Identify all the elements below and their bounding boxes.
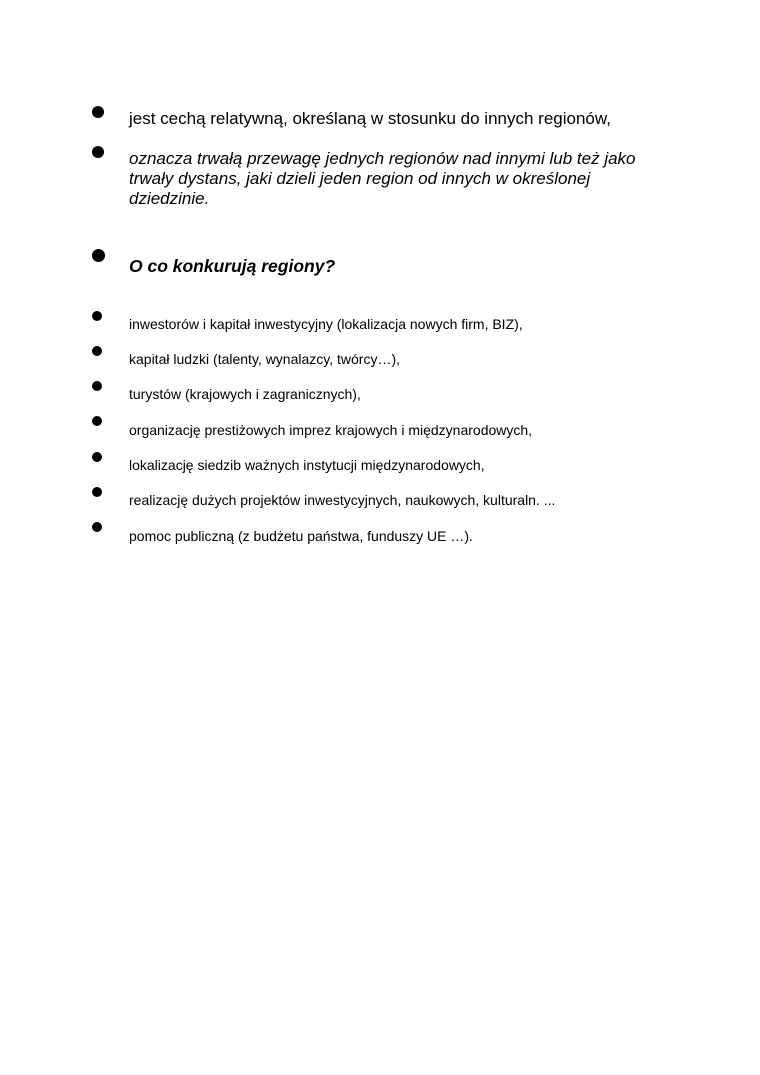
bullet-icon <box>92 416 102 426</box>
bullet-icon <box>92 311 102 321</box>
answer-text-4: organizację prestiżowych imprez krajowych i międzynarodowych, <box>129 422 533 438</box>
definition-text-2-line-3: dziedzinie. <box>129 189 210 208</box>
bullet-icon <box>92 487 102 497</box>
answer-text-3: turystów (krajowych i zagranicznych), <box>129 386 361 402</box>
bullet-icon <box>92 346 102 356</box>
answer-text-2: kapitał ludzki (talenty, wynalazcy, twórcy…), <box>129 351 401 367</box>
bullet-icon <box>92 452 102 462</box>
definition-text-2-line-1: oznacza trwałą przewagę jednych regionów nad innymi lub też jako <box>129 149 636 168</box>
answer-text-1: inwestorów i kapitał inwestycyjny (lokalizacja nowych firm, BIZ), <box>129 316 523 332</box>
definition-text-1: jest cechą relatywną, określaną w stosunku do innych regionów, <box>129 109 611 128</box>
bullet-icon <box>92 249 105 262</box>
question-text: O co konkurują regiony? <box>129 256 336 276</box>
bullet-icon <box>92 146 104 158</box>
answer-text-7: pomoc publiczną (z budżetu państwa, funduszy UE …). <box>129 528 473 544</box>
bullet-icon <box>92 381 102 391</box>
bullet-icon <box>92 106 104 118</box>
definition-text-2-line-2: trwały dystans, jaki dzieli jeden region od innych w określonej <box>129 169 591 188</box>
answer-text-6: realizację dużych projektów inwestycyjnych, naukowych, kulturaln. ... <box>129 492 556 508</box>
answer-text-5: lokalizację siedzib ważnych instytucji międzynarodowych, <box>129 457 485 473</box>
bullet-icon <box>92 522 102 532</box>
